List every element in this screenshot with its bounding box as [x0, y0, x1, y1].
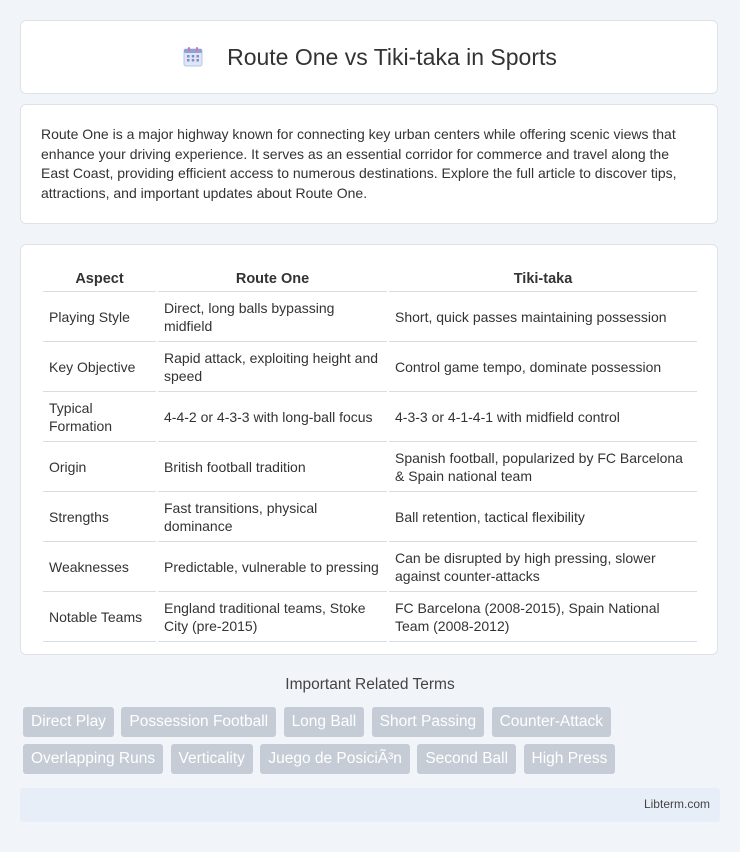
table-row	[43, 594, 697, 642]
cell-route-one: Rapid attack, exploiting height and speed	[158, 344, 387, 392]
cell-aspect: Key Objective	[43, 344, 156, 392]
column-header-tiki-taka: Tiki-taka	[389, 267, 697, 292]
comparison-table	[41, 265, 699, 644]
header-card	[20, 20, 718, 94]
cell-route-one: England traditional teams, Stoke City (pre-2015)	[158, 594, 387, 642]
related-terms-title: Important Related Terms	[285, 676, 455, 693]
tag-possession-football[interactable]: Possession Football	[121, 707, 276, 737]
tag-verticality[interactable]: Verticality	[171, 744, 253, 774]
column-header-aspect: Aspect	[43, 267, 156, 292]
comparison-card	[20, 244, 718, 655]
tag-counter-attack[interactable]: Counter-Attack	[492, 707, 611, 737]
cell-tiki-taka: Control game tempo, dominate possession	[389, 344, 697, 392]
cell-route-one: Fast transitions, physical dominance	[158, 494, 387, 542]
table-row	[43, 344, 697, 392]
cell-tiki-taka: Spanish football, popularized by FC Barcelona & Spain national team	[389, 444, 697, 492]
related-terms-list	[23, 707, 723, 781]
tag-second-ball[interactable]: Second Ball	[417, 744, 516, 774]
calendar-grid-icon	[181, 45, 205, 69]
table-row	[43, 494, 697, 542]
cell-aspect: Playing Style	[43, 294, 156, 342]
cell-tiki-taka: FC Barcelona (2008-2015), Spain National Team (2008-2012)	[389, 594, 697, 642]
cell-route-one: Direct, long balls bypassing midfield	[158, 294, 387, 342]
cell-aspect: Strengths	[43, 494, 156, 542]
footer	[20, 788, 720, 822]
cell-aspect: Weaknesses	[43, 544, 156, 592]
cell-route-one: Predictable, vulnerable to pressing	[158, 544, 387, 592]
tag-direct-play[interactable]: Direct Play	[23, 707, 114, 737]
cell-tiki-taka: Short, quick passes maintaining possession	[389, 294, 697, 342]
intro-card	[20, 104, 718, 224]
tag-juego-de-posicion[interactable]: Juego de PosiciÃ³n	[260, 744, 410, 774]
tag-long-ball[interactable]: Long Ball	[284, 707, 365, 737]
cell-route-one: 4-4-2 or 4-3-3 with long-ball focus	[158, 394, 387, 442]
cell-tiki-taka: Can be disrupted by high pressing, slower against counter-attacks	[389, 544, 697, 592]
column-header-route-one: Route One	[158, 267, 387, 292]
cell-aspect: Notable Teams	[43, 594, 156, 642]
cell-aspect: Origin	[43, 444, 156, 492]
table-header-row	[43, 267, 697, 292]
table-row	[43, 544, 697, 592]
footer-brand-link[interactable]: Libterm.com	[643, 797, 710, 811]
table-row	[43, 294, 697, 342]
cell-tiki-taka: Ball retention, tactical flexibility	[389, 494, 697, 542]
cell-route-one: British football tradition	[158, 444, 387, 492]
page-title: Route One vs Tiki-taka in Sports	[227, 43, 557, 70]
table-row	[43, 444, 697, 492]
cell-tiki-taka: 4-3-3 or 4-1-4-1 with midfield control	[389, 394, 697, 442]
tag-high-press[interactable]: High Press	[524, 744, 616, 774]
tag-short-passing[interactable]: Short Passing	[372, 707, 485, 737]
intro-text: Route One is a major highway known for connecting key urban centers while offering scenic views that enhance your driving experience. It serves as an essential corridor for commerce and travel along the East Coast, providing efficient access to numerous destinations. Explore the full article to discover tips, attractions, and important updates about Route One.	[41, 126, 677, 201]
tag-overlapping-runs[interactable]: Overlapping Runs	[23, 744, 163, 774]
cell-aspect: Typical Formation	[43, 394, 156, 442]
table-row	[43, 394, 697, 442]
